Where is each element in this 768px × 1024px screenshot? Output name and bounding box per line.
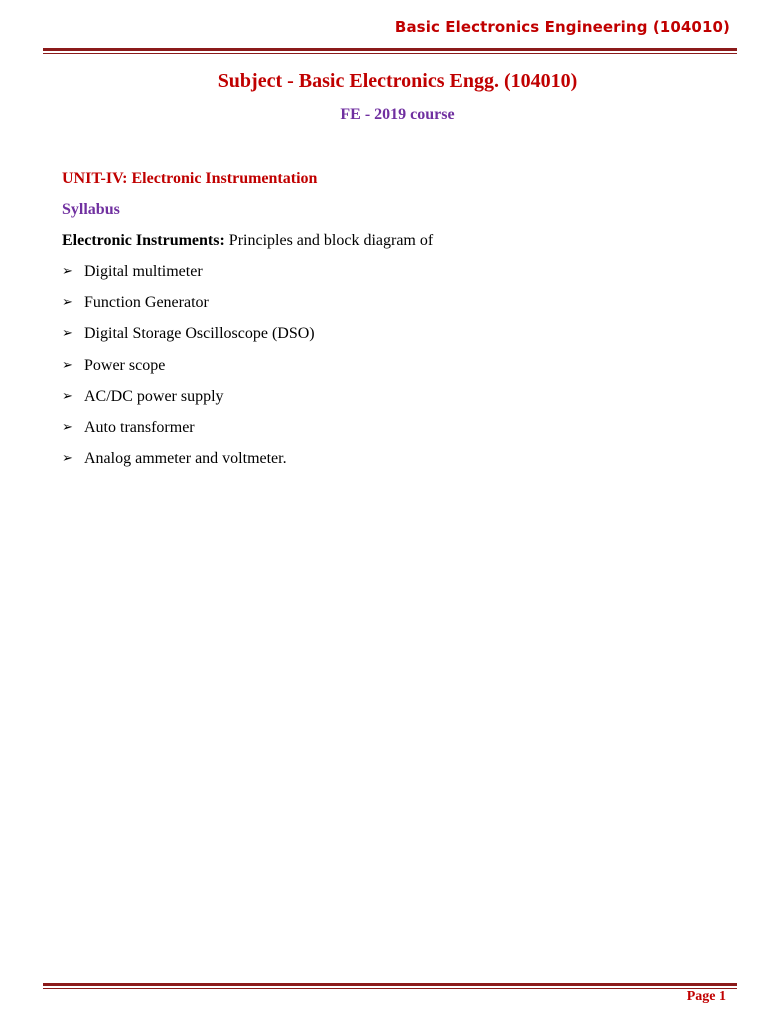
topic-label: Analog ammeter and voltmeter. <box>84 450 287 468</box>
footer-rule <box>43 983 737 989</box>
running-header: Basic Electronics Engineering (104010) <box>394 18 730 36</box>
arrow-bullet-icon: ➢ <box>62 419 73 435</box>
topic-label: Digital multimeter <box>84 263 203 280</box>
document-title: Subject - Basic Electronics Engg. (104010) <box>217 70 578 92</box>
list-item <box>62 324 315 355</box>
topic-label: Auto transformer <box>84 418 195 436</box>
page-number: Page 1 <box>686 989 726 1004</box>
arrow-bullet-icon: ➢ <box>62 264 73 279</box>
list-item <box>62 387 315 418</box>
topic-label: AC/DC power supply <box>84 387 224 405</box>
topic-label: Digital Storage Oscilloscope (DSO) <box>84 325 315 343</box>
intro-paragraph <box>62 232 433 250</box>
list-item <box>62 293 315 324</box>
list-item <box>62 262 315 293</box>
document-subtitle: FE - 2019 course <box>340 106 455 123</box>
arrow-bullet-icon: ➢ <box>62 295 73 311</box>
arrow-bullet-icon: ➢ <box>62 451 73 467</box>
list-item <box>62 418 315 449</box>
topic-label: Power scope <box>84 356 166 374</box>
syllabus-heading: Syllabus <box>62 201 120 218</box>
list-item <box>62 449 315 480</box>
arrow-bullet-icon: ➢ <box>62 388 73 404</box>
intro-text: Principles and block diagram of <box>224 232 434 249</box>
arrow-bullet-icon: ➢ <box>62 357 73 373</box>
unit-heading: UNIT-IV: Electronic Instrumentation <box>62 170 318 187</box>
intro-lead: Electronic Instruments: <box>62 232 225 249</box>
list-item <box>62 356 315 387</box>
topic-list <box>62 262 315 480</box>
topic-label: Function Generator <box>84 294 209 312</box>
header-rule <box>43 48 737 54</box>
arrow-bullet-icon: ➢ <box>62 326 73 342</box>
